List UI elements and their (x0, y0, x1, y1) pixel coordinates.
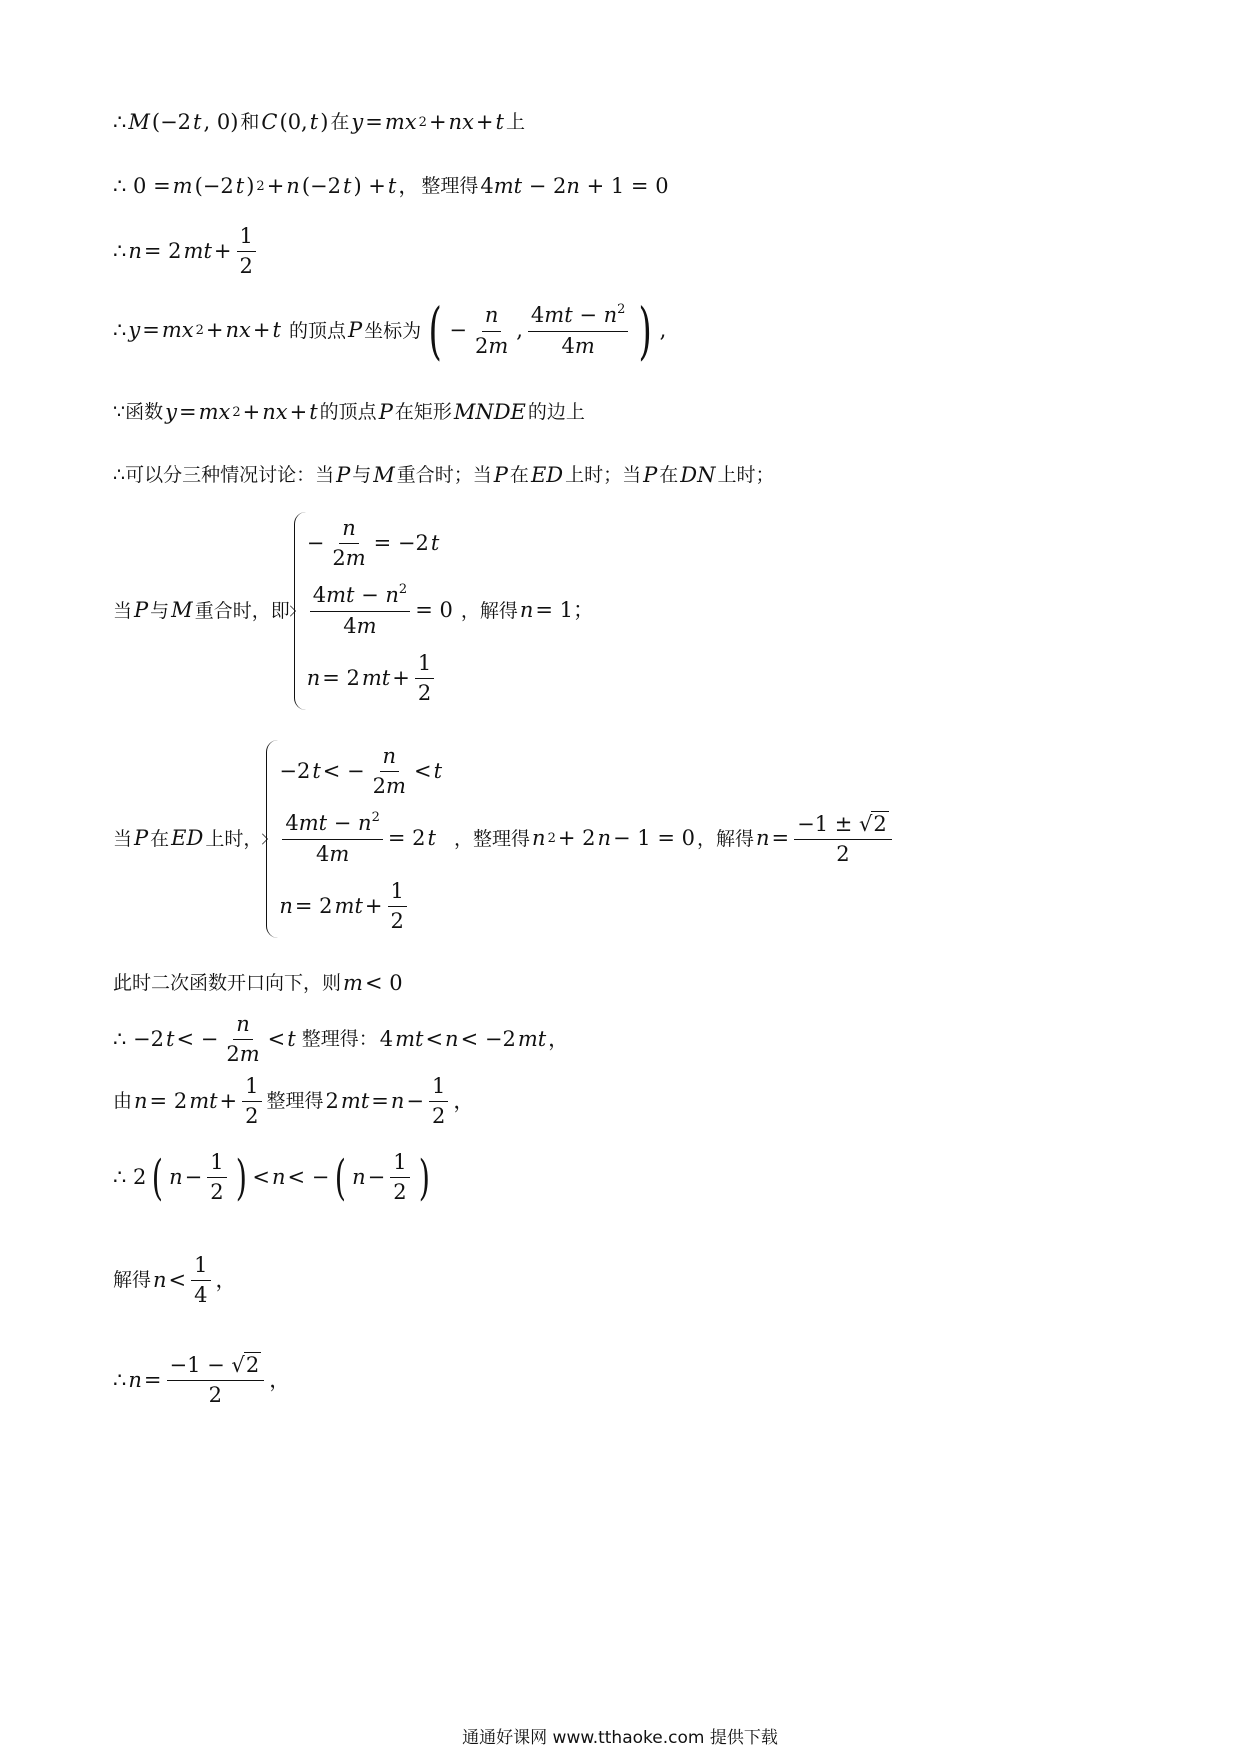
text-zhenglide: 整理得 (421, 175, 479, 198)
text-you: 由 (113, 1090, 133, 1113)
case-2: 当 P 在 ED 上时， −2 t < − $\frac{n}{2m}$ < t $\frac{4mt - n^2}{4m}$ = 2 t n = 2 mt + $\frac{1}{2}$ ，整理得 n 2 + 2 n − 1 = 0 ，解得 n = −1 ± √ 2 2 (113, 740, 895, 938)
text-jiede: 解得 (113, 1269, 152, 1292)
line-6: ∴可以分三种情况讨论：当 P 与 M 重合时；当 P 在 ED 上时；当 P 在 DN 上时； (113, 463, 775, 487)
case-1: 当 P 与 M 重合时，即 − $\frac{n}{2m}$ = −2 t $\frac{4mt - n^2}{4m}$ = 0 n = 2 mt + $\frac{1}{2}$ ，解得 n = 1； (113, 512, 594, 710)
text-dingdian-2: 的顶点 (319, 401, 377, 424)
line-10: ∴ −2 t < − $\frac{n}{2m}$ < t 整理得： 4 mt < n < −2 mt ， (113, 1012, 570, 1067)
text-hanshu: ∵函数 (113, 401, 164, 424)
text-dingdian: 的顶点 (288, 319, 346, 342)
line-11: 由 n = 2 mt + $\frac{1}{2}$ 整理得 2 mt = n − $\frac{1}{2}$ ， (113, 1074, 475, 1129)
line-12: ∴ 2 ( n − $\frac{1}{2}$ ) < n < − ( n − $\frac{1}{2}$ ) (113, 1149, 430, 1206)
text-zuobiaowei: 坐标为 (364, 319, 422, 342)
text-zhenglide-3: 整理得 (266, 1090, 324, 1113)
line-14: ∴ n = −1 − √ 2 2 ， (113, 1353, 291, 1408)
line-1: ∴ M (−2 t , 0) 和 C (0, t ) 在 y = mx 2 + nx + t 上 (113, 110, 525, 134)
line-2: ∴ 0 = m (−2 t ) 2 + n (−2 t ) + t ， 整理得 4mt − 2n + 1 = 0 (113, 174, 669, 198)
case-1-system: − $\frac{n}{2m}$ = −2 t $\frac{4mt - n^2}{4m}$ = 0 n = 2 mt + $\frac{1}{2}$ (294, 512, 453, 710)
line-3: ∴ n = 2 mt + $\frac{1}{2}$ (113, 224, 259, 279)
text-zaijuxing: 在矩形 (394, 401, 452, 424)
text-therefore: ∴ (113, 1367, 127, 1392)
text-debianshang: 的边上 (527, 401, 585, 424)
line-4: ∴ y = mx 2 + nx + t 的顶点 P 坐标为 ( − $\frac{n}{2m}$ , $\frac{4mt - n^2}{4m}$ ) , (113, 294, 667, 367)
line-13: 解得 n < $\frac{1}{4}$ ， (113, 1253, 237, 1308)
text-zhenglide-2: 整理得： (301, 1028, 378, 1051)
line-9: 此时二次函数开口向下，则 m < 0 (113, 971, 403, 995)
line-5: ∵函数 y = mx 2 + nx + t 的顶点 P 在矩形 MNDE 的边上 (113, 400, 585, 424)
case-2-system: −2 t < − $\frac{n}{2m}$ < t $\frac{4mt - n^2}{4m}$ = 2 t n = 2 mt + $\frac{1}{2}$ (266, 740, 442, 938)
text-kaikou: 此时二次函数开口向下，则 (113, 972, 342, 995)
page-footer: 通通好课网 www.tthaoke.com 提供下载 (462, 1728, 778, 1748)
